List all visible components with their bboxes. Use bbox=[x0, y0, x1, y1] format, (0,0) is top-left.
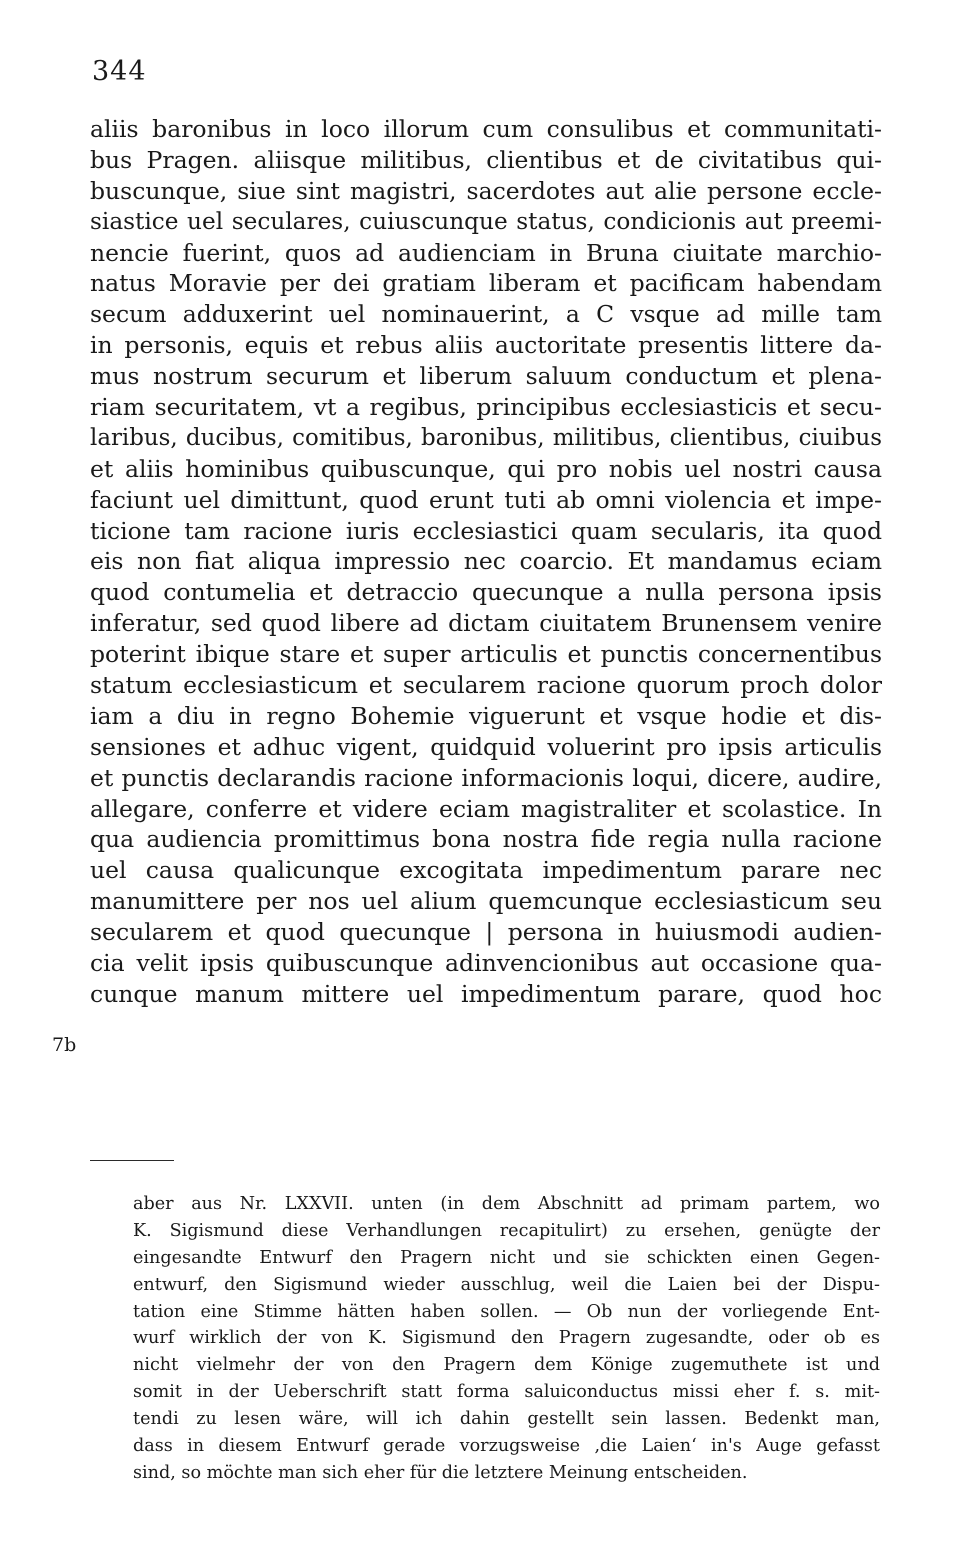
main-text-block bbox=[90, 114, 882, 1010]
text-line: et punctis declarandis racione informacionis loqui, dicere, audire, bbox=[90, 763, 882, 792]
text-line: bus Pragen. aliisque militibus, clientibus et de civitatibus qui- bbox=[90, 145, 882, 174]
text-line: cia velit ipsis quibuscunque adinvencionibus aut occasione qua- bbox=[90, 949, 882, 978]
text-line: sensiones et adhuc vigent, quidquid voluerint pro ipsis articulis bbox=[90, 732, 882, 761]
text-line: natus Moravie per dei gratiam liberam et pacificam habendam bbox=[90, 269, 882, 298]
footnote-line: dass in diesem Entwurf gerade vorzugsweise ‚die Laien‘ in's Auge gefasst bbox=[133, 1436, 880, 1457]
footnote-line: somit in der Ueberschrift statt forma saluiconductus missi eher f. s. mit- bbox=[133, 1382, 880, 1403]
footnote-line: aber aus Nr. LXXVII. unten (in dem Abschnitt ad primam partem, wo bbox=[133, 1194, 880, 1214]
text-line: secum adduxerint uel nominauerint, a C vsque ad mille tam bbox=[90, 300, 882, 329]
text-line: nencie fuerint, quos ad audienciam in Bruna ciuitate marchio- bbox=[90, 238, 882, 267]
footnote-line: wurf wirklich der von K. Sigismund den Pragern zugesandte, oder ob es bbox=[133, 1328, 880, 1349]
text-line: et aliis hominibus quibuscunque, qui pro nobis uel nostri causa bbox=[90, 454, 882, 483]
text-line: aliis baronibus in loco illorum cum consulibus et communitati- bbox=[90, 115, 882, 143]
footnote-line: eingesandte Entwurf den Pragern nicht und sie schickten einen Gegen- bbox=[133, 1247, 880, 1268]
footnote-block bbox=[133, 1191, 880, 1487]
text-line: siastice uel seculares, cuiuscunque status, condicionis aut preemi- bbox=[90, 207, 882, 235]
text-line: ticione tam racione iuris ecclesiastici quam secularis, ita quod bbox=[90, 516, 882, 545]
text-line: qua audiencia promittimus bona nostra fide regia nulla racione bbox=[90, 825, 882, 854]
text-line: mus nostrum securum et liberum saluum conductum et plena- bbox=[90, 362, 882, 391]
text-line: inferatur, sed quod libere ad dictam ciuitatem Brunensem venire bbox=[90, 609, 882, 638]
text-line: eis non fiat aliqua impressio nec coarcio. Et mandamus eciam bbox=[90, 547, 882, 576]
text-line: riam securitatem, vt a regibus, principibus ecclesiasticis et secu- bbox=[90, 393, 882, 422]
text-line: allegare, conferre et videre eciam magistraliter et scolastice. In bbox=[90, 794, 882, 823]
text-line: manumittere per nos uel alium quemcunque ecclesiasticum seu bbox=[90, 887, 882, 916]
margin-note: 7b bbox=[52, 1034, 77, 1056]
text-line: iam a diu in regno Bohemie viguerunt et vsque hodie et dis- bbox=[90, 701, 882, 730]
text-line: in personis, equis et rebus aliis auctoritate presentis littere da- bbox=[90, 331, 882, 360]
footnote-line: nicht vielmehr der von den Pragern dem Könige zugemuthete ist und bbox=[133, 1355, 880, 1376]
text-line: quod contumelia et detraccio quecunque a nulla persona ipsis bbox=[90, 578, 882, 607]
footnote-line: tation eine Stimme hätten haben sollen. — Ob nun der vorliegende Ent- bbox=[133, 1301, 880, 1322]
text-line: uel causa qualicunque excogitata impedimentum parare nec bbox=[90, 856, 882, 885]
text-line: poterint ibique stare et super articulis et punctis concernentibus bbox=[90, 640, 882, 669]
text-line: buscunque, siue sint magistri, sacerdotes aut alie persone eccle- bbox=[90, 176, 882, 205]
footnote-line: sind, so möchte man sich eher für die letztere Meinung entscheiden. bbox=[133, 1462, 748, 1483]
footnote-line: tendi zu lesen wäre, will ich dahin gestellt sein lassen. Bedenkt man, bbox=[133, 1409, 880, 1430]
text-line: statum ecclesiasticum et secularem racione quorum proch dolor bbox=[90, 671, 882, 700]
footnote-divider bbox=[90, 1160, 174, 1161]
text-line: secularem et quod quecunque | persona in huiusmodi audien- bbox=[90, 918, 882, 947]
page-number: 344 bbox=[92, 56, 147, 87]
footnote-line: K. Sigismund diese Verhandlungen recapitulirt) zu ersehen, genügte der bbox=[133, 1220, 880, 1241]
text-line: laribus, ducibus, comitibus, baronibus, militibus, clientibus, ciuibus bbox=[90, 424, 882, 451]
text-line: faciunt uel dimittunt, quod erunt tuti ab omni violencia et impe- bbox=[90, 485, 882, 514]
text-line: cunque manum mittere uel impedimentum parare, quod hoc bbox=[90, 979, 882, 1008]
footnote-line: entwurf, den Sigismund wieder ausschlug, weil die Laien bei der Dispu- bbox=[133, 1274, 880, 1295]
